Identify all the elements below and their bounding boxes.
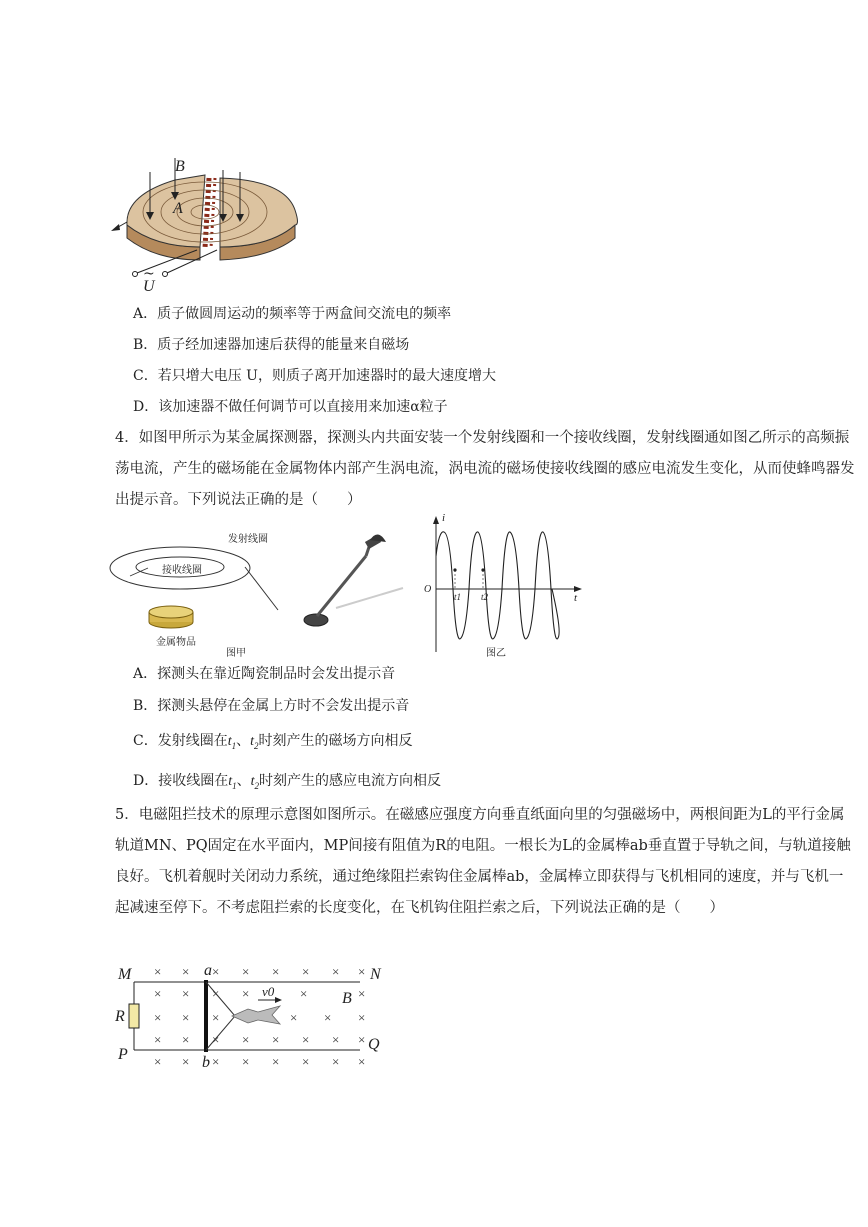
label-U: U [143,278,155,295]
q4-c-t1 [228,734,236,749]
figure-yi-caption: 图乙 [486,648,506,659]
svg-text:×: × [154,1054,162,1069]
label-B-field: B [342,990,352,1007]
svg-text:×: × [182,1010,190,1025]
svg-text:×: × [272,1054,280,1069]
t-symbol: t [250,774,255,789]
q4-option-a: A．探测头在靠近陶瓷制品时会发出提示音 [133,666,396,682]
svg-text:×: × [302,1054,310,1069]
q4-option-b: B．探测头悬停在金属上方时不会发出提示音 [133,698,410,714]
svg-text:×: × [212,986,220,1001]
label-R: R [115,1008,125,1025]
svg-text:×: × [212,964,220,979]
q4-c-t2 [250,734,258,749]
label-b: b [202,1054,210,1071]
current-wave [436,532,559,639]
svg-text:×: × [332,964,340,979]
oscillation-graph [420,512,590,658]
q5-question [115,800,855,924]
q3-option-a: A．质子做圆周运动的频率等于两盒间交流电的频率 [133,306,452,322]
svg-text:×: × [212,1032,220,1047]
svg-text:×: × [302,1032,310,1047]
label-M: M [118,966,132,983]
svg-text:×: × [302,964,310,979]
q4-question [115,423,855,516]
q4-option-c-pre: C．发射线圈在 [133,733,228,749]
svg-text:×: × [358,964,366,979]
rail-circuit-diagram [110,960,400,1075]
svg-text:×: × [242,986,250,1001]
svg-text:×: × [290,1010,298,1025]
x-axis-label: t [574,592,578,604]
svg-text:×: × [358,1054,366,1069]
metal-detector-diagram [108,528,408,656]
sub-2: 2 [254,740,259,751]
svg-text:×: × [182,986,190,1001]
svg-text:×: × [358,1032,366,1047]
label-P: P [118,1046,128,1063]
label-N: N [370,966,381,983]
svg-text:×: × [154,1032,162,1047]
q4-option-c-post: 时刻产生的磁场方向相反 [258,733,413,749]
svg-text:×: × [242,1032,250,1047]
metal-label: 金属物品 [156,637,196,648]
figure-jia-caption: 图甲 [226,648,246,659]
t1-label: t1 [454,592,462,602]
svg-text:×: × [182,1032,190,1047]
svg-text:×: × [358,986,366,1001]
sub-1: 1 [232,780,237,791]
svg-text:×: × [154,964,162,979]
t-symbol: t [228,774,233,789]
q4-option-c-sep: 、 [236,733,251,749]
svg-text:×: × [154,986,162,1001]
label-A: A [173,200,183,217]
svg-text:×: × [182,1054,190,1069]
q4-option-d-post: 时刻产生的感应电流方向相反 [259,773,442,789]
label-B: B [175,158,185,175]
sub-1: 1 [231,740,237,751]
t2-label: t2 [481,592,489,602]
q5-number: 5． [115,807,139,823]
q3-option-b: B．质子经加速器加速后获得的能量来自磁场 [133,337,410,353]
q4-d-t1 [228,774,236,789]
q3-option-d: D．该加速器不做任何调节可以直接用来加速α粒子 [133,399,448,415]
svg-text:×: × [272,1032,280,1047]
svg-text:×: × [272,964,280,979]
q4-option-d-pre: D．接收线圈在 [133,773,229,789]
q4-option-d-sep: 、 [236,773,251,789]
cyclotron-figure [105,150,305,300]
t-symbol: t [227,734,232,749]
svg-text:×: × [358,1010,366,1025]
svg-text:×: × [182,964,190,979]
figure-jia [108,528,408,659]
svg-text:×: × [300,986,308,1001]
q4-option-d [133,771,441,796]
svg-text:×: × [324,1010,332,1025]
label-a: a [204,962,212,979]
y-axis-label: i [442,512,446,524]
tilde-mark: ~ [143,266,155,282]
recv-coil-label: 接收线圈 [162,565,202,576]
svg-text:×: × [332,1032,340,1047]
label-Q: Q [368,1036,380,1053]
origin-label: O [424,584,432,595]
q3-option-c: C．若只增大电压 U，则质子离开加速器时的最大速度增大 [133,368,496,384]
emit-coil-label: 发射线圈 [228,534,268,545]
q4-option-c [133,731,413,756]
t-symbol: t [250,734,254,749]
figure-yi [420,512,590,658]
svg-text:×: × [212,1010,220,1025]
q5-figure [110,960,400,1075]
q4-stem: 如图甲所示为某金属探测器，探测头内共面安装一个发射线圈和一个接收线圈，发射线圈通如图乙所示的高频振荡电流，产生的磁场能在金属物体内部产生涡电流，涡电流的磁场使接收线圈的感应电流发生变化，从而使蜂鸣器发出提示音。下列说法正确的是（ ） [115,430,855,508]
svg-text:×: × [242,964,250,979]
sub-2: 2 [254,780,260,791]
label-v0: v0 [262,984,275,999]
svg-text:×: × [332,1054,340,1069]
cyclotron-diagram [105,150,305,300]
svg-text:×: × [154,1010,162,1025]
svg-text:×: × [212,1054,220,1069]
q5-stem: 电磁阻拦技术的原理示意图如图所示。在磁感应强度方向垂直纸面向里的匀强磁场中，两根间距为L的平行金属轨道MN、PQ固定在水平面内，MP间接有阻值为R的电阻。一根长为L的金属棒ab垂直置于导轨之间，与轨道接触良好。飞机着舰时关闭动力系统，通过绝缘阻拦索钩住金属棒ab，金属棒立即获得与飞机相同的速度，并与飞机一起减速至停下。不考虑阻拦索的长度变化，在飞机钩住阻拦索之后，下列说法正确的是（ ） [115,807,851,916]
svg-text:×: × [242,1054,250,1069]
q4-d-t2 [251,774,259,789]
q4-number: 4． [115,430,139,446]
